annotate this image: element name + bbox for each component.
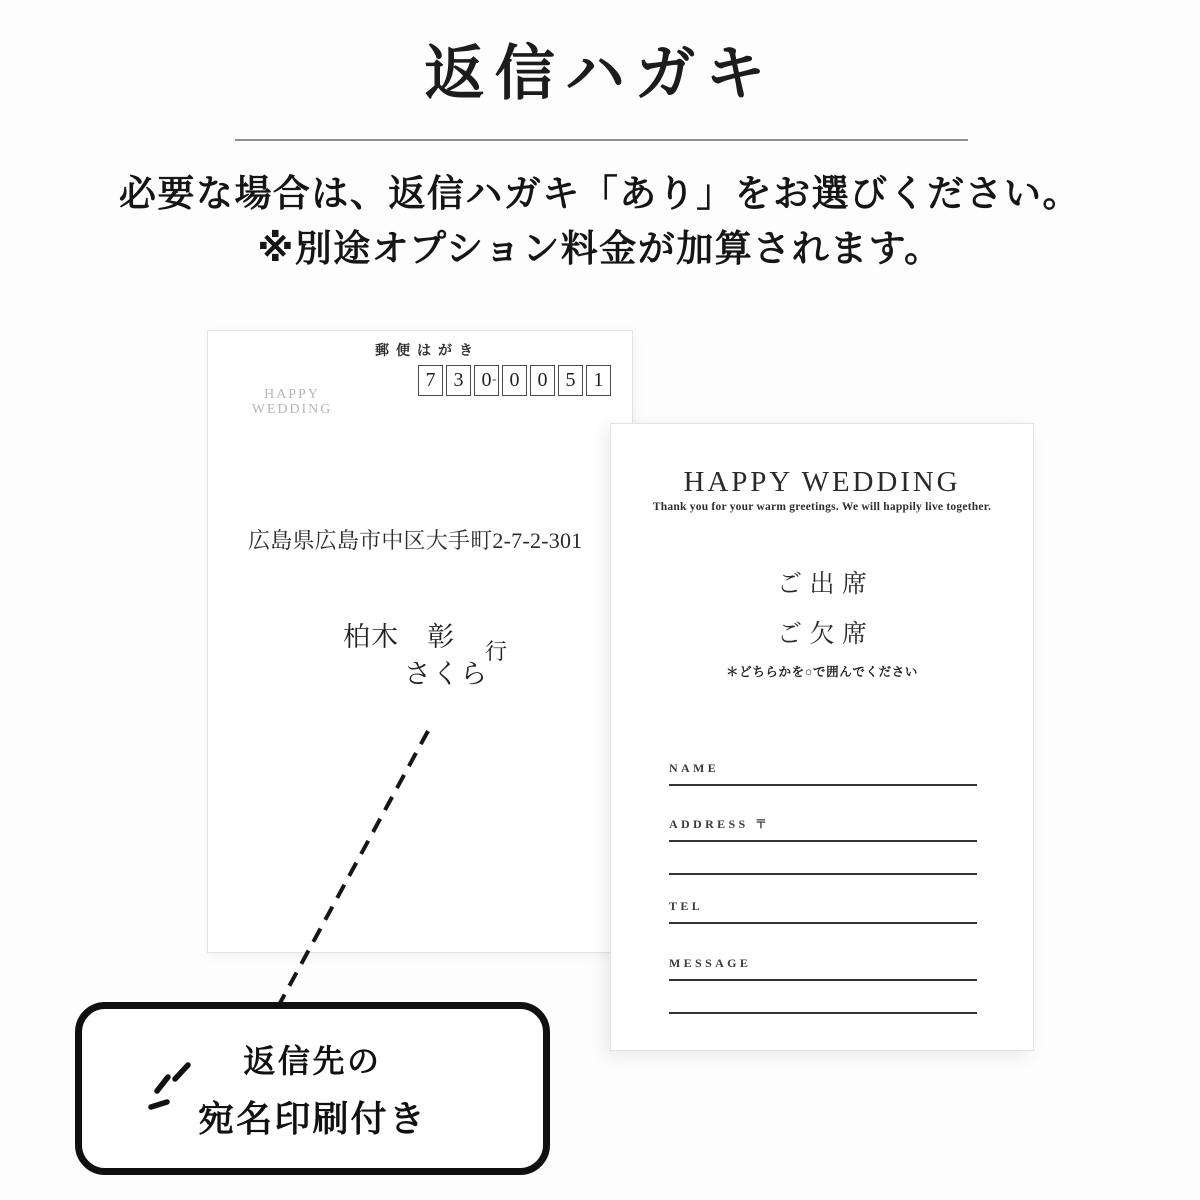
- postal-code-boxes: [418, 365, 611, 396]
- postal-code-hyphen: -: [492, 372, 497, 387]
- field-tel-line: [669, 922, 977, 924]
- circle-instruction-note: ＊どちらかを○で囲んでください: [726, 665, 918, 679]
- callout-line-2: 宛名印刷付き: [198, 1098, 427, 1139]
- field-message-label: MESSAGE: [669, 956, 752, 970]
- postcard-reply-side: [610, 423, 1034, 1051]
- page-title: 返信ハガキ: [424, 40, 776, 107]
- happy-wedding-watermark: [250, 387, 334, 417]
- field-message-line-1: [669, 979, 977, 981]
- postal-digit-box: 0: [474, 365, 499, 396]
- recipient-name-main: 柏木 彰: [343, 622, 456, 652]
- callout-bubble: [75, 1002, 550, 1175]
- attend-option: ご出席: [776, 571, 875, 598]
- postal-digit-box: 7: [418, 365, 443, 396]
- postcard-address-side: [207, 330, 633, 953]
- field-address: [669, 816, 977, 875]
- callout-line-1: 返信先の: [243, 1043, 382, 1079]
- field-address-label: ADDRESS 〒: [669, 817, 771, 831]
- postal-digit-box: 0: [502, 365, 527, 396]
- field-name: [669, 760, 977, 786]
- postal-digit-box: 1: [586, 365, 611, 396]
- recipient-name-sub: さくら: [404, 659, 489, 689]
- intro-text: [0, 166, 1200, 276]
- postal-digit-box: 5: [558, 365, 583, 396]
- field-name-label: NAME: [669, 761, 720, 775]
- postal-digit-box: 3: [446, 365, 471, 396]
- reply-card-tagline: Thank you for your warm greetings. We will happily live together.: [652, 501, 992, 513]
- watermark-line-2: WEDDING: [251, 402, 333, 417]
- absent-option: ご欠席: [776, 621, 875, 648]
- recipient-name-suffix: 行: [485, 639, 508, 664]
- postal-digit-box: 0: [530, 365, 555, 396]
- callout-text: [82, 1036, 543, 1142]
- intro-line-2: ※別途オプション料金が加算されます。: [257, 228, 943, 269]
- postal-hagaki-label: 郵便はがき: [375, 344, 480, 359]
- watermark-line-1: HAPPY: [264, 387, 320, 402]
- field-tel: [669, 898, 977, 924]
- title-divider: [235, 139, 968, 141]
- recipient-address: 広島県広島市中区大手町2-7-2-301: [248, 528, 583, 553]
- reply-card-title: HAPPY WEDDING: [683, 466, 961, 498]
- field-tel-label: TEL: [669, 899, 704, 913]
- field-address-line-1: [669, 840, 977, 842]
- field-address-line-2: [669, 873, 977, 875]
- intro-line-1: 必要な場合は、返信ハガキ「あり」をお選びください。: [119, 173, 1081, 214]
- field-message: [669, 955, 977, 1014]
- field-name-line: [669, 784, 977, 786]
- field-message-line-2: [669, 1012, 977, 1014]
